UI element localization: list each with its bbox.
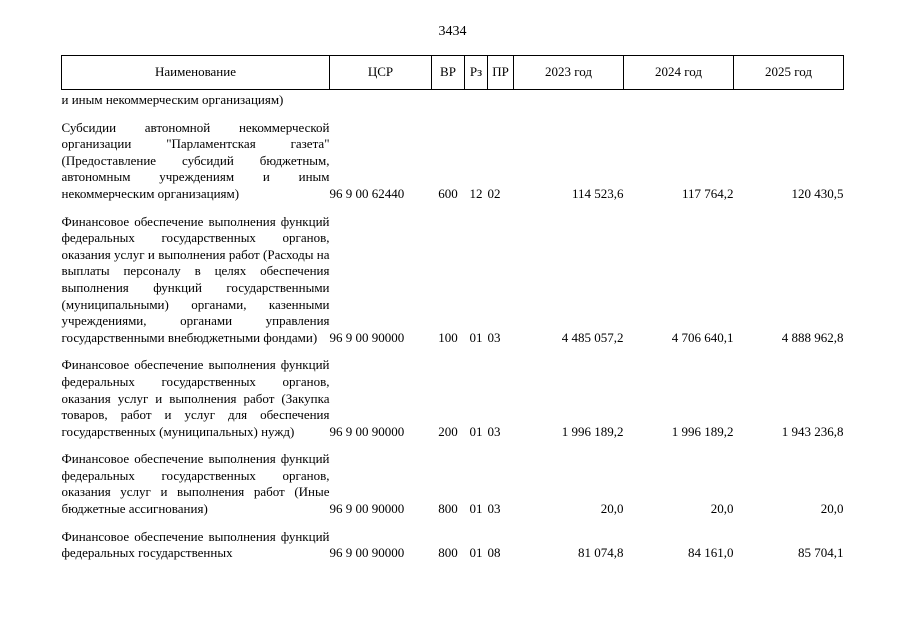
- header-pr: ПР: [488, 56, 514, 90]
- table-row: [62, 346, 844, 440]
- table-row: [62, 109, 844, 203]
- row-2023: 1 996 189,2: [561, 423, 624, 439]
- row-rz: 01: [469, 329, 483, 345]
- row-rz: 01: [469, 545, 483, 561]
- header-2023: 2023 год: [514, 56, 624, 90]
- budget-table: [61, 55, 844, 562]
- row-rz: 01: [469, 423, 483, 439]
- page-number: 3434: [438, 24, 467, 39]
- row-vr: 100: [438, 329, 458, 345]
- row-2023: 114 523,6: [571, 185, 624, 201]
- row-2025: 85 704,1: [798, 545, 844, 561]
- row-pr: 03: [487, 501, 501, 517]
- row-rz: 12: [469, 185, 483, 201]
- row-pr: 03: [487, 423, 501, 439]
- row-2024: 84 161,0: [688, 545, 734, 561]
- header-2025: 2025 год: [734, 56, 844, 90]
- table-row: [62, 518, 844, 562]
- table-row: [62, 440, 844, 517]
- header-2024: 2024 год: [624, 56, 734, 90]
- row-name: Субсидии автономной некоммерческой организации "Парламентская газета" (Предоставление субсидий бюджетным, автономным учреждениям и иным некоммерческим организациям): [61, 119, 330, 201]
- row-2024: 20,0: [710, 501, 734, 517]
- row-2024: 117 764,2: [681, 185, 734, 201]
- row-vr: 200: [438, 423, 458, 439]
- row-csr: 96 9 00 90000: [329, 501, 405, 517]
- row-vr: 800: [438, 545, 458, 561]
- row-csr: 96 9 00 90000: [329, 423, 405, 439]
- row-pr: 03: [487, 329, 501, 345]
- row-pr: 08: [487, 545, 501, 561]
- row-csr: 96 9 00 62440: [329, 185, 405, 201]
- table-header-row: [62, 56, 844, 90]
- row-name: Финансовое обеспечение выполнения функций федеральных государственных органов, оказания услуг и выполнения работ (Иные бюджетные ассигнования): [61, 451, 330, 517]
- row-name: Финансовое обеспечение выполнения функций федеральных государственных: [61, 528, 330, 561]
- row-2025: 20,0: [820, 501, 844, 517]
- row-2023: 20,0: [600, 501, 624, 517]
- row-vr: 800: [438, 501, 458, 517]
- row-rz: 01: [469, 501, 483, 517]
- row-2023: 4 485 057,2: [561, 329, 624, 345]
- row-2025: 1 943 236,8: [781, 423, 844, 439]
- row-vr: 600: [438, 185, 458, 201]
- table-row-continuation: [62, 90, 844, 109]
- table-row: [62, 203, 844, 347]
- row-2025: 120 430,5: [791, 185, 844, 201]
- row-csr: 96 9 00 90000: [329, 545, 405, 561]
- row-2024: 4 706 640,1: [671, 329, 734, 345]
- row-csr: 96 9 00 90000: [329, 329, 405, 345]
- row-2025: 4 888 962,8: [781, 329, 844, 345]
- header-name: Наименование: [62, 56, 330, 90]
- row-pr: 02: [487, 185, 501, 201]
- header-vr: ВР: [432, 56, 465, 90]
- row-2023: 81 074,8: [578, 545, 624, 561]
- continuation-text: и иным некоммерческим организациям): [61, 92, 284, 107]
- header-csr: ЦСР: [330, 56, 432, 90]
- row-2024: 1 996 189,2: [671, 423, 734, 439]
- header-rz: Рз: [465, 56, 488, 90]
- row-name: Финансовое обеспечение выполнения функций федеральных государственных органов, оказания услуг и выполнения работ (Закупка товаров, работ и услуг для обеспечения государственных (муниципальных) нужд): [61, 357, 330, 439]
- row-name: Финансовое обеспечение выполнения функций федеральных государственных органов, оказания услуг и выполнения работ (Расходы на выплаты персоналу в целях обеспечения выполнения функций государственными (муниципальными) органами, казенными учреждениями, органами управления государственными внебюджетными фондами): [61, 213, 330, 345]
